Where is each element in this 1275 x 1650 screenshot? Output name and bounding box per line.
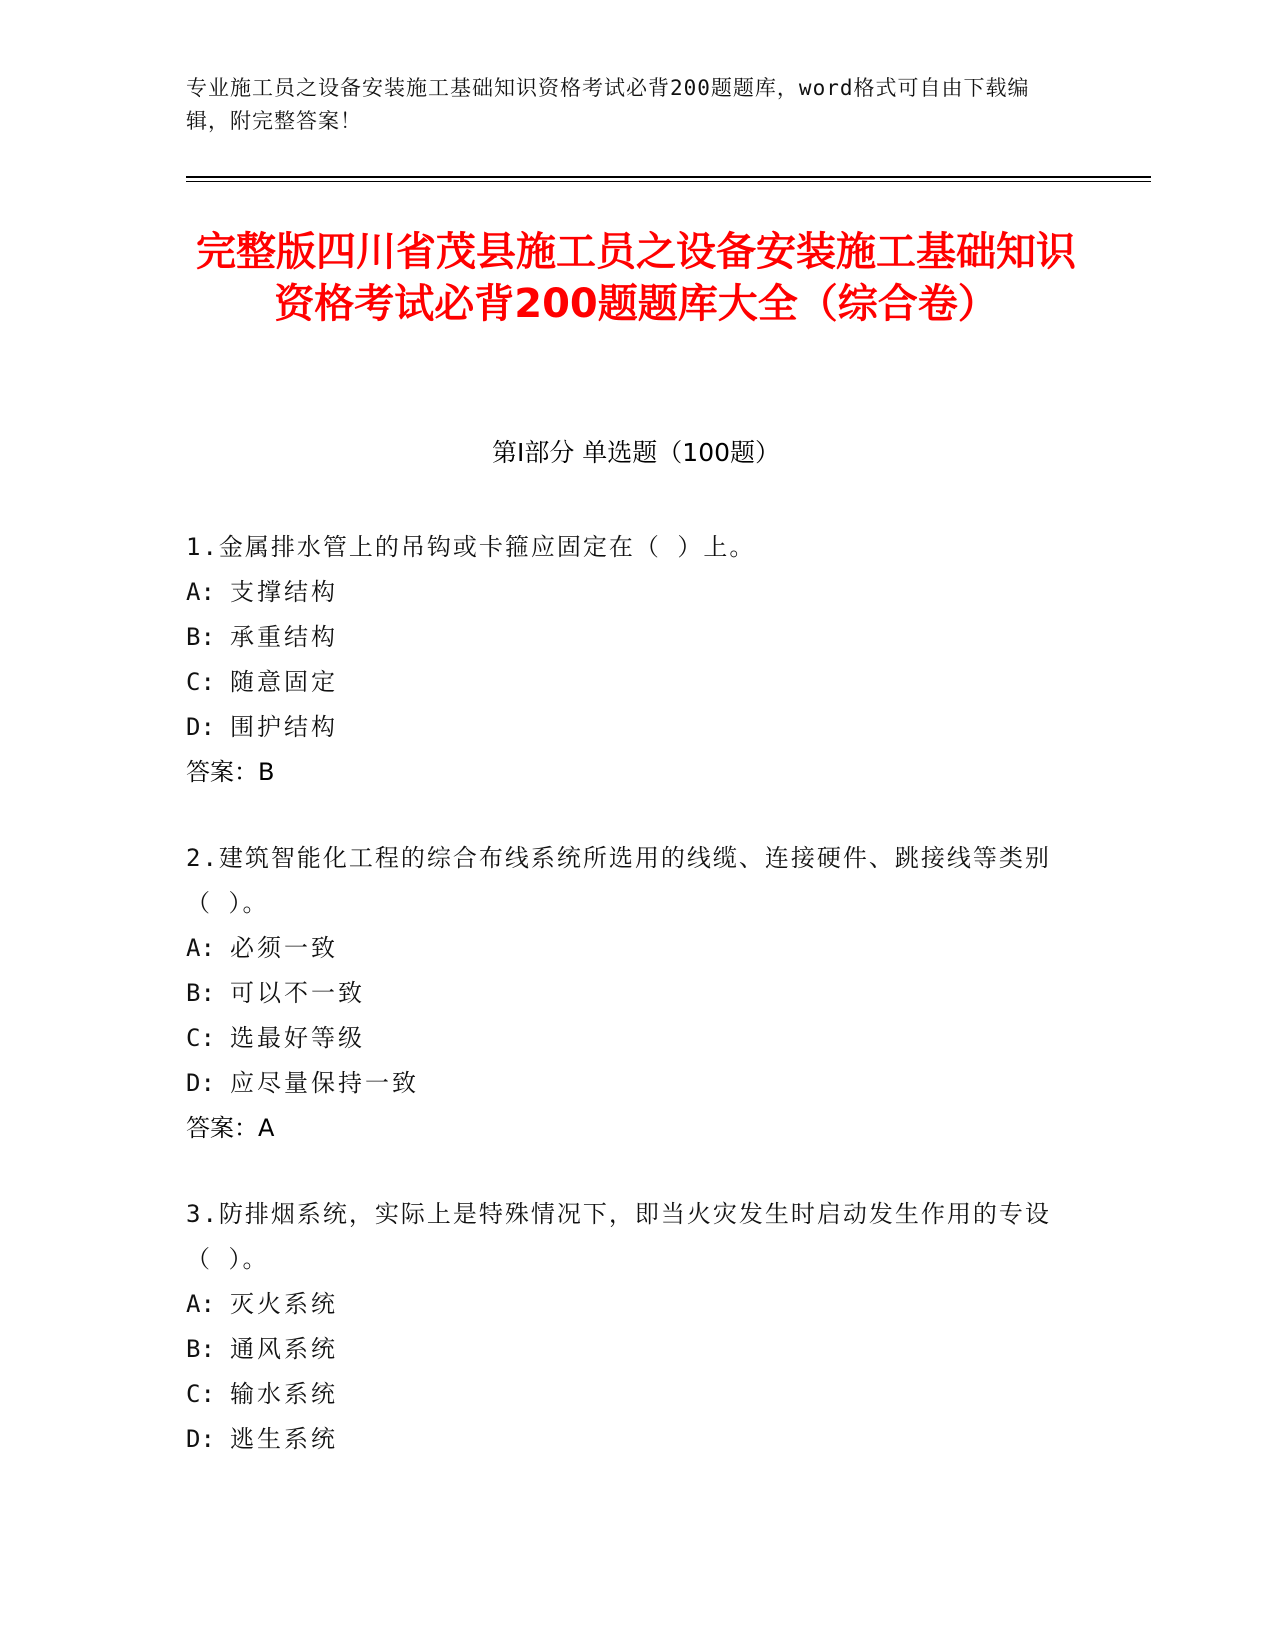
option-text: 支撑结构 <box>230 578 338 606</box>
option-key: C: <box>186 1380 215 1408</box>
option-text: 围护结构 <box>230 713 338 741</box>
question-stem: 2.建筑智能化工程的综合布线系统所选用的线缆、连接硬件、跳接线等类别（ ）。 <box>186 844 1051 917</box>
option-a <box>186 926 1066 971</box>
option-text: 输水系统 <box>230 1380 338 1408</box>
option-key: C: <box>186 668 215 696</box>
header-rule-thin <box>186 181 1151 182</box>
option-b <box>186 1327 1066 1372</box>
question-stem: 1.金属排水管上的吊钩或卡箍应固定在（ ）上。 <box>186 533 756 561</box>
option-d <box>186 1417 1066 1462</box>
header-note: 专业施工员之设备安装施工基础知识资格考试必背200题题库，word格式可自由下载编辑，附完整答案！ <box>186 76 1030 133</box>
option-text: 通风系统 <box>230 1335 338 1363</box>
option-text: 必须一致 <box>230 934 338 962</box>
option-b <box>186 615 1066 660</box>
option-a <box>186 1282 1066 1327</box>
document-title: 完整版四川省茂县施工员之设备安装施工基础知识资格考试必背200题题库大全（综合卷） <box>196 229 1076 327</box>
option-d <box>186 705 1066 750</box>
option-key: A: <box>186 1290 215 1318</box>
option-text: 可以不一致 <box>230 979 365 1007</box>
option-key: B: <box>186 979 215 1007</box>
option-text: 应尽量保持一致 <box>230 1069 419 1097</box>
answer-label: 答案：B <box>186 758 275 786</box>
question-2 <box>186 836 1066 1151</box>
question-list <box>186 525 1066 1503</box>
option-text: 逃生系统 <box>230 1425 338 1453</box>
option-d <box>186 1061 1066 1106</box>
option-text: 随意固定 <box>230 668 338 696</box>
option-text: 灭火系统 <box>230 1290 338 1318</box>
answer-label: 答案：A <box>186 1114 275 1142</box>
option-key: C: <box>186 1024 215 1052</box>
option-text: 承重结构 <box>230 623 338 651</box>
option-key: D: <box>186 1069 215 1097</box>
option-key: D: <box>186 1425 215 1453</box>
question-stem: 3.防排烟系统，实际上是特殊情况下，即当火灾发生时启动发生作用的专设（ ）。 <box>186 1200 1051 1273</box>
option-c <box>186 1016 1066 1061</box>
option-key: B: <box>186 1335 215 1363</box>
option-a <box>186 570 1066 615</box>
option-key: D: <box>186 713 215 741</box>
section-heading: 第Ⅰ部分 单选题（100题） <box>491 438 781 467</box>
option-b <box>186 971 1066 1016</box>
question-1 <box>186 525 1066 795</box>
option-key: A: <box>186 934 215 962</box>
header-rule-thick <box>186 176 1151 178</box>
option-key: A: <box>186 578 215 606</box>
option-key: B: <box>186 623 215 651</box>
option-text: 选最好等级 <box>230 1024 365 1052</box>
question-3 <box>186 1192 1066 1462</box>
option-c <box>186 660 1066 705</box>
option-c <box>186 1372 1066 1417</box>
